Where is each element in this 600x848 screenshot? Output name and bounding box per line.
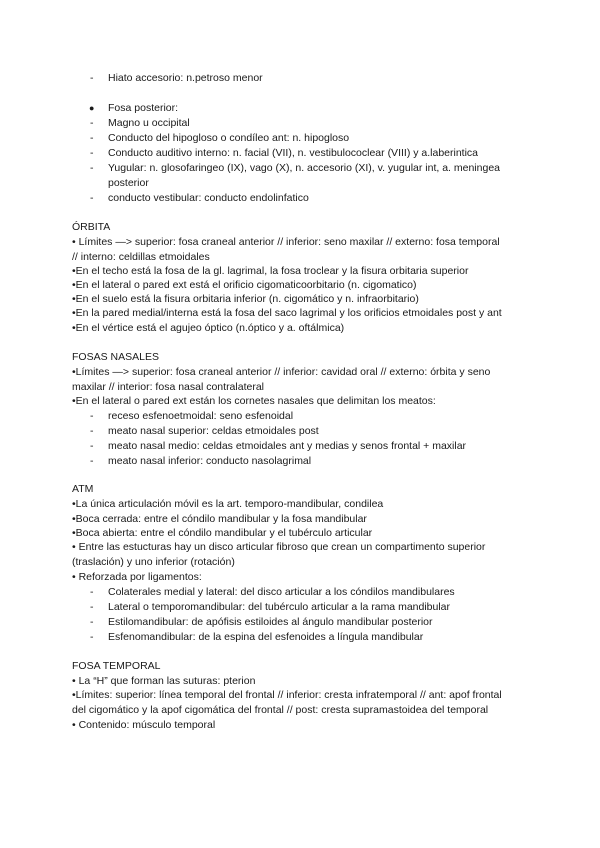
dash-mark: - bbox=[90, 162, 94, 174]
dash-mark: - bbox=[90, 601, 94, 613]
section-title-fosas-nasales: FOSAS NASALES bbox=[72, 351, 159, 363]
paragraph-line: • Entre las estucturas hay un disco articular fibroso que crean un compartimento superior bbox=[72, 541, 486, 553]
list-item: meato nasal medio: celdas etmoidales ant y medias y senos frontal + maxilar bbox=[108, 440, 467, 452]
dash-mark: - bbox=[90, 455, 94, 467]
paragraph-line: •En la pared medial/interna está la fosa del saco lagrimal y los orificios etmoidales post y ant bbox=[72, 307, 502, 319]
paragraph-line: • Reforzada por ligamentos: bbox=[72, 571, 202, 583]
bullet-mark: ● bbox=[89, 103, 95, 113]
list-item: receso esfenoetmoidal: seno esfenoidal bbox=[108, 410, 294, 422]
list-item: meato nasal superior: celdas etmoidales post bbox=[108, 425, 319, 437]
dash-mark: - bbox=[90, 72, 94, 84]
list-item: Hiato accesorio: n.petroso menor bbox=[108, 72, 263, 84]
section-title-orbita: ÓRBITA bbox=[72, 221, 111, 233]
paragraph-line: •Boca abierta: entre el cóndilo mandibular y el tubérculo articular bbox=[72, 527, 373, 539]
list-item: Estilomandibular: de apófisis estiloides al ángulo mandibular posterior bbox=[108, 616, 433, 628]
list-item: Colaterales medial y lateral: del disco articular a los cóndilos mandibulares bbox=[108, 586, 455, 598]
paragraph-line: •Límites: superior: línea temporal del frontal // inferior: cresta infratemporal // ant: apof frontal bbox=[72, 689, 502, 701]
list-item: Fosa posterior: bbox=[108, 102, 179, 114]
paragraph-line: del cigomático y la apof cigomática del frontal // post: cresta supramastoidea del temporal bbox=[72, 704, 489, 716]
paragraph-line: •En el vértice está el agujeo óptico (n.óptico y a. oftálmica) bbox=[72, 322, 345, 334]
section-title-fosa-temporal: FOSA TEMPORAL bbox=[72, 660, 161, 672]
dash-mark: - bbox=[90, 586, 94, 598]
list-item: Yugular: n. glosofaringeo (IX), vago (X), n. accesorio (XI), v. yugular int, a. meningea bbox=[108, 162, 501, 174]
list-item: conducto vestibular: conducto endolinfatico bbox=[108, 192, 309, 204]
list-item: Magno u occipital bbox=[108, 117, 190, 129]
paragraph-line: •Boca cerrada: entre el cóndilo mandibular y la fosa mandibular bbox=[72, 513, 367, 525]
list-item: Lateral o temporomandibular: del tubérculo articular a la rama mandibular bbox=[108, 601, 451, 613]
paragraph-line: •La única articulación móvil es la art. temporo-mandibular, condilea bbox=[72, 498, 384, 510]
dash-mark: - bbox=[90, 147, 94, 159]
dash-mark: - bbox=[90, 440, 94, 452]
paragraph-line: (traslación) y uno inferior (rotación) bbox=[72, 556, 235, 568]
paragraph-line: • Límites —> superior: fosa craneal anterior // inferior: seno maxilar // externo: fosa temporal bbox=[72, 236, 500, 248]
section-title-atm: ATM bbox=[72, 483, 94, 495]
paragraph-line: • Contenido: músculo temporal bbox=[72, 719, 216, 731]
list-item: Conducto del hipogloso o condíleo ant: n. hipogloso bbox=[108, 132, 350, 144]
dash-mark: - bbox=[90, 410, 94, 422]
paragraph-line: • La “H” que forman las suturas: pterion bbox=[72, 675, 256, 687]
dash-mark: - bbox=[90, 631, 94, 643]
dash-mark: - bbox=[90, 117, 94, 129]
list-item: meato nasal inferior: conducto nasolagrimal bbox=[108, 455, 312, 467]
paragraph-line: •Límites —> superior: fosa craneal anterior // inferior: cavidad oral // externo: órbita y seno bbox=[72, 366, 491, 378]
paragraph-line: // interno: celdillas etmoidales bbox=[72, 251, 210, 263]
paragraph-line: maxilar // interior: fosa nasal contralateral bbox=[72, 381, 264, 393]
paragraph-line: •En el techo está la fosa de la gl. lagrimal, la fosa troclear y la fisura orbitaria superior bbox=[72, 265, 469, 277]
paragraph-line: •En el lateral o pared ext está el orificio cigomaticoorbitario (n. cigomatico) bbox=[72, 279, 417, 291]
dash-mark: - bbox=[90, 132, 94, 144]
dash-mark: - bbox=[90, 192, 94, 204]
dash-mark: - bbox=[90, 425, 94, 437]
paragraph-line: •En el lateral o pared ext están los cornetes nasales que delimitan los meatos: bbox=[72, 395, 436, 407]
list-item: Conducto auditivo interno: n. facial (VII), n. vestibulococlear (VIII) y a.laberintica bbox=[108, 147, 479, 159]
list-item-continuation: posterior bbox=[108, 177, 149, 189]
dash-mark: - bbox=[90, 616, 94, 628]
list-item: Esfenomandibular: de la espina del esfenoides a língula mandibular bbox=[108, 631, 424, 643]
paragraph-line: •En el suelo está la fisura orbitaria inferior (n. cigomático y n. infraorbitario) bbox=[72, 293, 419, 305]
